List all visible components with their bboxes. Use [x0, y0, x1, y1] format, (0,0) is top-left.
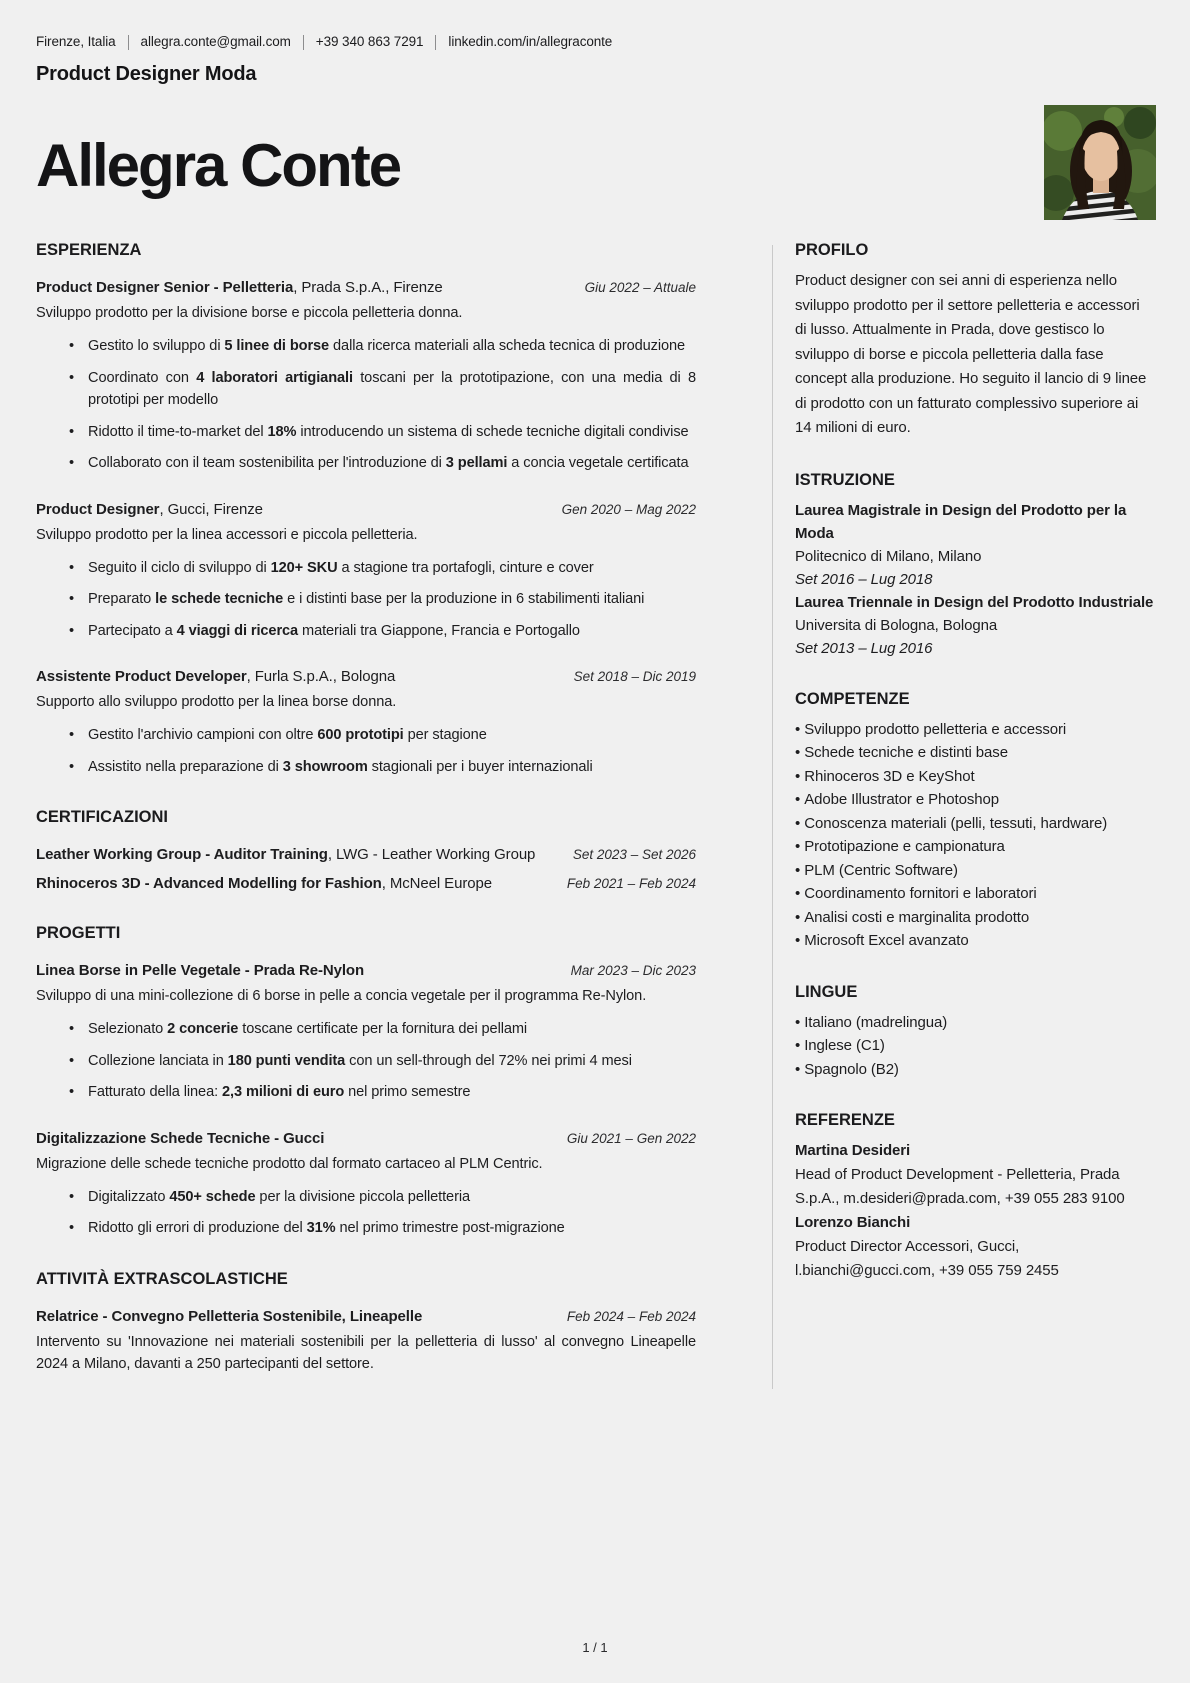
section-education: [795, 471, 1155, 660]
project-entry: [36, 1128, 696, 1240]
contact-location: Firenze, Italia: [36, 34, 116, 49]
experience-entry: [36, 499, 696, 643]
reference-entry: [795, 1139, 1155, 1211]
right-column: [795, 241, 1155, 1405]
profile-text: Product designer con sei anni di esperienza nello sviluppo prodotto per il settore pelletteria e accessori di lusso. Attualmente in Prada, dove gestisco lo sviluppo di borse e piccola pelletteria dalla fase concept alla produzione. Ho seguito il lancio di 9 linee di prodotto con un fatturato complessivo superiore ai 14 milioni di euro.: [795, 272, 1147, 436]
job-summary: Sviluppo prodotto per la linea accessori e piccola pelletteria.: [36, 526, 418, 543]
project-bullet: • Collezione lanciata in 180 punti vendita con un sell-through del 72% nei primi 4 mesi: [88, 1050, 696, 1073]
certification-dates: Feb 2021 – Feb 2024: [566, 876, 696, 891]
job-role-subtitle: Product Designer Moda: [36, 63, 257, 85]
job-title: Assistente Product Developer, Furla S.p.A., Bologna: [36, 668, 396, 685]
profile-heading: PROFILO: [795, 241, 869, 259]
reference-name: Martina Desideri: [795, 1142, 911, 1159]
section-certifications: [36, 808, 696, 894]
skill-item: • Adobe Illustrator e Photoshop: [795, 788, 1155, 812]
project-title: Digitalizzazione Schede Tecniche - Gucci: [36, 1129, 325, 1147]
project-bullet: • Selezionato 2 concerie toscane certificate per la fornitura dei pellami: [88, 1018, 696, 1041]
contact-separator: [128, 35, 129, 50]
section-languages: [795, 983, 1155, 1082]
project-dates: Mar 2023 – Dic 2023: [570, 963, 696, 978]
languages-heading: LINGUE: [795, 982, 858, 1001]
project-title: Linea Borse in Pelle Vegetale - Prada Re-Nylon: [36, 962, 365, 979]
experience-heading: ESPERIENZA: [36, 241, 142, 259]
job-dates: Giu 2022 – Attuale: [584, 280, 696, 295]
contact-email: allegra.conte@gmail.com: [140, 34, 291, 49]
section-references: [795, 1111, 1155, 1283]
column-divider: [772, 245, 773, 1389]
reference-entry: [795, 1211, 1155, 1283]
project-bullet: • Fatturato della linea: 2,3 milioni di euro nel primo semestre: [88, 1081, 696, 1104]
job-title: Product Designer Senior - Pelletteria, Prada S.p.A., Firenze: [36, 279, 443, 296]
reference-details: Head of Product Development - Pelletteria, Prada S.p.A., m.desideri@prada.com, +39 055 283 9100: [795, 1166, 1125, 1207]
project-summary: Sviluppo di una mini-collezione di 6 borse in pelle a concia vegetale per il programma Re-Nylon.: [36, 988, 647, 1004]
contact-phone: +39 340 863 7291: [315, 34, 424, 49]
job-bullet: • Preparato le schede tecniche e i distinti base per la produzione in 6 stabilimenti italiani: [88, 588, 696, 611]
job-bullet-list: [36, 335, 696, 475]
project-bullet: • Ridotto gli errori di produzione del 31% nel primo trimestre post-migrazione: [88, 1217, 696, 1240]
activity-dates: Feb 2024 – Feb 2024: [566, 1308, 696, 1324]
certification-entry: [36, 873, 696, 894]
certification-title: Leather Working Group - Auditor Training, LWG - Leather Working Group: [36, 846, 536, 863]
education-dates: Set 2013 – Lug 2016: [795, 639, 933, 657]
activity-entry: [36, 1306, 696, 1375]
job-bullet: • Seguito il ciclo di sviluppo di 120+ SKU a stagione tra portafogli, cinture e cover: [88, 557, 696, 580]
language-item: • Italiano (madrelingua): [795, 1011, 1155, 1035]
skill-item: • Analisi costi e marginalita prodotto: [795, 906, 1155, 930]
project-bullet-list: [36, 1018, 696, 1104]
education-entry: [795, 499, 1155, 591]
section-experience: [36, 241, 696, 778]
education-school: Universita di Bologna, Bologna: [795, 616, 998, 634]
profile-photo: [1044, 105, 1156, 220]
job-dates: Gen 2020 – Mag 2022: [561, 501, 696, 517]
activity-summary: Intervento su 'Innovazione nei materiali sostenibili per la pelletteria di lusso' al convegno Lineapelle 2024 a Milano, davanti a 250 partecipanti del settore.: [36, 1333, 696, 1372]
education-degree: Laurea Triennale in Design del Prodotto Industriale: [795, 593, 1154, 611]
candidate-name: Allegra Conte: [36, 132, 401, 199]
references-heading: REFERENZE: [795, 1111, 895, 1129]
certification-dates: Set 2023 – Set 2026: [572, 847, 696, 862]
project-summary: Migrazione delle schede tecniche prodotto dal formato cartaceo al PLM Centric.: [36, 1155, 543, 1172]
page-number: 1 / 1: [582, 1640, 608, 1655]
section-profile: [795, 241, 1155, 441]
certification-entry: [36, 844, 696, 865]
contact-separator: [435, 35, 436, 50]
job-dates: Set 2018 – Dic 2019: [573, 669, 696, 684]
section-activities: [36, 1270, 696, 1375]
job-bullet: • Partecipato a 4 viaggi di ricerca materiali tra Giappone, Francia e Portogallo: [88, 620, 696, 643]
contact-linkedin: linkedin.com/in/allegraconte: [448, 34, 613, 49]
experience-entry: [36, 277, 696, 475]
project-dates: Giu 2021 – Gen 2022: [566, 1130, 696, 1146]
education-heading: ISTRUZIONE: [795, 470, 895, 489]
skill-item: • Microsoft Excel avanzato: [795, 929, 1155, 953]
contact-row: [36, 34, 1155, 50]
language-item: • Inglese (C1): [795, 1034, 1155, 1058]
languages-list: [795, 1011, 1155, 1082]
skills-list: [795, 718, 1155, 953]
skill-item: • Sviluppo prodotto pelletteria e accessori: [795, 718, 1155, 742]
activity-title: Relatrice - Convegno Pelletteria Sostenibile, Lineapelle: [36, 1307, 423, 1325]
skill-item: • PLM (Centric Software): [795, 859, 1155, 883]
section-skills: [795, 690, 1155, 953]
skill-item: • Coordinamento fornitori e laboratori: [795, 882, 1155, 906]
job-bullet: • Coordinato con 4 laboratori artigianali toscani per la prototipazione, con una media di 8 prototipi per modello: [88, 367, 696, 412]
projects-heading: PROGETTI: [36, 924, 121, 942]
job-title: Product Designer, Gucci, Firenze: [36, 500, 263, 518]
reference-details: Product Director Accessori, Gucci, l.bianchi@gucci.com, +39 055 759 2455: [795, 1238, 1059, 1279]
job-bullet: • Collaborato con il team sostenibilita per l'introduzione di 3 pellami a concia vegetale certificata: [88, 452, 696, 475]
skill-item: • Prototipazione e campionatura: [795, 835, 1155, 859]
job-bullet: • Assistito nella preparazione di 3 showroom stagionali per i buyer internazionali: [88, 756, 696, 779]
reference-name: Lorenzo Bianchi: [795, 1214, 911, 1231]
project-entry: [36, 960, 696, 1104]
certifications-heading: CERTIFICAZIONI: [36, 808, 168, 826]
skill-item: • Conoscenza materiali (pelli, tessuti, hardware): [795, 812, 1155, 836]
job-bullet-list: [36, 724, 696, 778]
job-summary: Supporto allo sviluppo prodotto per la linea borse donna.: [36, 694, 397, 710]
section-projects: [36, 924, 696, 1240]
education-degree: Laurea Magistrale in Design del Prodotto per la Moda: [795, 501, 1127, 542]
project-bullet: • Digitalizzato 450+ schede per la divisione piccola pelletteria: [88, 1186, 696, 1209]
education-entry: [795, 591, 1155, 660]
contact-separator: [303, 35, 304, 50]
skill-item: • Schede tecniche e distinti base: [795, 741, 1155, 765]
certification-title: Rhinoceros 3D - Advanced Modelling for Fashion, McNeel Europe: [36, 875, 492, 892]
job-summary: Sviluppo prodotto per la divisione borse e piccola pelletteria donna.: [36, 305, 463, 321]
language-item: • Spagnolo (B2): [795, 1058, 1155, 1082]
skills-heading: COMPETENZE: [795, 689, 910, 708]
activities-heading: ATTIVITÀ EXTRASCOLASTICHE: [36, 1269, 288, 1288]
job-bullet-list: [36, 557, 696, 643]
education-dates: Set 2016 – Lug 2018: [795, 570, 933, 588]
job-bullet: • Gestito l'archivio campioni con oltre 600 prototipi per stagione: [88, 724, 696, 747]
experience-entry: [36, 666, 696, 778]
education-school: Politecnico di Milano, Milano: [795, 547, 982, 565]
skill-item: • Rhinoceros 3D e KeyShot: [795, 765, 1155, 789]
project-bullet-list: [36, 1186, 696, 1240]
job-bullet: • Ridotto il time-to-market del 18% introducendo un sistema di schede tecniche digitali condivise: [88, 421, 696, 444]
job-bullet: • Gestito lo sviluppo di 5 linee di borse dalla ricerca materiali alla scheda tecnica di produzione: [88, 335, 696, 358]
left-column: [36, 241, 696, 1405]
content-columns: [36, 241, 1155, 1405]
